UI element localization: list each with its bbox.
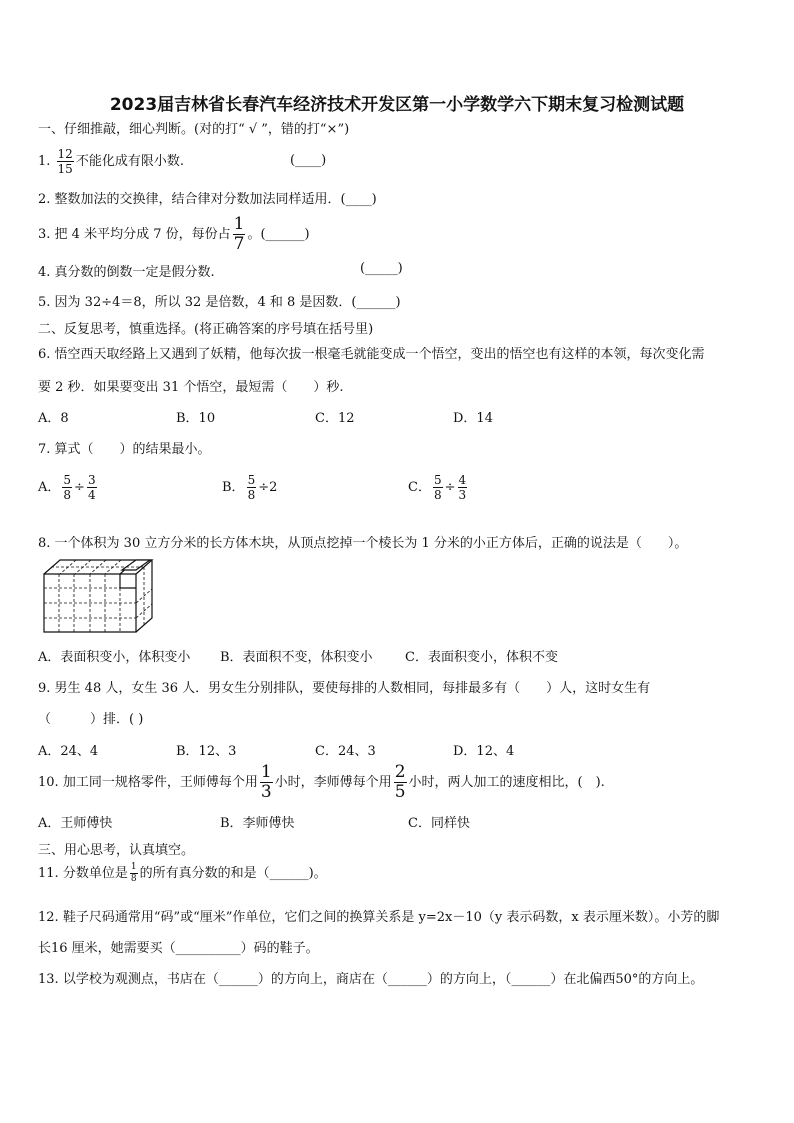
question-text: 分数单位是 <box>62 866 128 881</box>
question-number: 8. <box>38 536 51 551</box>
option-b[interactable]: B．10 <box>176 411 216 426</box>
question-text: 悟空西天取经路上又遇到了妖精，他每次拔一根毫毛就能变成一个悟空，变出的悟空也有这样的本领，每次变化需 <box>54 347 705 362</box>
question-text: 鞋子尺码通常用“码”或“厘米”作单位，它们之间的换算关系是 y=2x－10（y 表示码数，x 表示厘米数）。小芳的脚 <box>62 910 720 925</box>
question-text: 因为 32÷4＝8，所以 32 是倍数，4 和 8 是因数．(______) <box>54 295 401 310</box>
question-number: 12. <box>38 910 59 925</box>
question-9 <box>38 677 650 696</box>
question-text: 一个体积为 30 立方分米的长方体木块，从顶点挖掉一个棱长为 1 分米的小正方体后，正确的说法是（ ）。 <box>54 536 688 551</box>
fraction: $\frac{1}{8}$ <box>130 862 137 884</box>
option-c[interactable]: C．12 <box>315 411 355 426</box>
question-7 <box>38 438 211 457</box>
option-c[interactable]: C．24、3 <box>315 744 376 759</box>
cuboid-figure <box>42 558 158 636</box>
question-6 <box>38 343 705 362</box>
question-number: 3. <box>38 227 51 242</box>
question-8 <box>38 532 687 551</box>
answer-blank[interactable]: (____) <box>290 153 327 168</box>
answer-blank[interactable]: (_____) <box>360 261 403 276</box>
question-text: 加工同一规格零件，王师傅每个用 <box>62 775 258 790</box>
question-text: 以学校为观测点，书店在（______）的方向上，商店在（______）的方向上，（______）在北偏西50°的方向上。 <box>62 972 704 987</box>
question-number: 2. <box>38 192 51 207</box>
question-12-line2: 长16 厘米，她需要买（__________）码的鞋子。 <box>38 941 319 956</box>
fraction: $\frac{1}{3}$ <box>260 762 272 802</box>
question-number: 11. <box>38 866 59 881</box>
question-number: 1. <box>38 154 51 169</box>
question-text: 算式（ ）的结果最小。 <box>54 442 211 457</box>
option-b[interactable]: B．李师傅快 <box>220 816 295 831</box>
question-text: 真分数的倒数一定是假分数. <box>54 265 215 280</box>
question-9-line2: （ ）排．( ) <box>38 712 144 727</box>
fraction: $\frac{1}{7}$ <box>233 214 245 254</box>
question-tail: 。(______) <box>247 227 310 242</box>
option-d[interactable]: D．14 <box>453 411 493 426</box>
question-number: 13. <box>38 972 59 987</box>
option-a[interactable]: A．24、4 <box>38 744 99 759</box>
question-number: 4. <box>38 265 51 280</box>
question-5 <box>38 291 401 310</box>
option-b[interactable]: B． $\frac{5}{8}$ ÷2 <box>222 473 278 502</box>
option-d[interactable]: D．12、4 <box>453 744 515 759</box>
question-1 <box>38 148 184 175</box>
option-a[interactable]: A． $\frac{5}{8}$ ÷ $\frac{3}{4}$ <box>38 473 96 502</box>
question-number: 6. <box>38 347 51 362</box>
question-text: 不能化成有限小数. <box>75 154 184 169</box>
page-title: 2023届吉林省长春汽车经济技术开发区第一小学数学六下期末复习检测试题 <box>109 95 685 115</box>
option-a[interactable]: A．8 <box>38 411 69 426</box>
option-c[interactable]: C．同样快 <box>408 816 470 831</box>
question-number: 7. <box>38 442 51 457</box>
question-number: 9. <box>38 681 51 696</box>
question-number: 5. <box>38 295 51 310</box>
option-a[interactable]: A．表面积变小，体积变小 <box>38 650 191 665</box>
question-11: 11. 分数单位是 $\frac{1}{8}$ 的所有真分数的和是（______)。 <box>38 862 327 884</box>
section-heading-3: 三、用心思考，认真填空。 <box>38 843 195 858</box>
question-6-line2: 要 2 秒．如果要变出 31 个悟空，最短需（ ）秒. <box>38 380 344 395</box>
question-2 <box>38 188 377 207</box>
question-text: 整数加法的交换律，结合律对分数加法同样适用．(____) <box>54 192 377 207</box>
question-number: 10. <box>38 775 59 790</box>
option-a[interactable]: A．王师傅快 <box>38 816 113 831</box>
question-3 <box>38 216 310 253</box>
fraction: $\frac{2}{5}$ <box>394 762 406 802</box>
section-heading-1: 一、仔细推敲，细心判断。(对的打“ √ ”，错的打“×”) <box>38 122 350 137</box>
option-c[interactable]: C． $\frac{5}{8}$ ÷ $\frac{4}{3}$ <box>408 473 467 502</box>
question-text: 把 4 米平均分成 7 份，每份占 <box>54 227 231 242</box>
question-12 <box>38 906 719 925</box>
fraction: $\frac{12}{15}$ <box>57 147 73 176</box>
option-c[interactable]: C．表面积变小，体积不变 <box>405 650 558 665</box>
question-10: 10. 加工同一规格零件，王师傅每个用 $\frac{1}{3}$ 小时，李师傅每个用 $\frac{2}{5}$ 小时，两人加工的速度相比，( ). <box>38 762 605 802</box>
option-b[interactable]: B．12、3 <box>176 744 237 759</box>
section-heading-2: 二、反复思考，慎重选择。(将正确答案的序号填在括号里) <box>38 322 374 337</box>
question-text: 男生 48 人，女生 36 人．男女生分别排队，要使每排的人数相同，每排最多有（ ）人，这时女生有 <box>54 681 651 696</box>
option-b[interactable]: B．表面积不变，体积变小 <box>220 650 373 665</box>
question-4 <box>38 261 215 280</box>
question-13 <box>38 968 703 987</box>
